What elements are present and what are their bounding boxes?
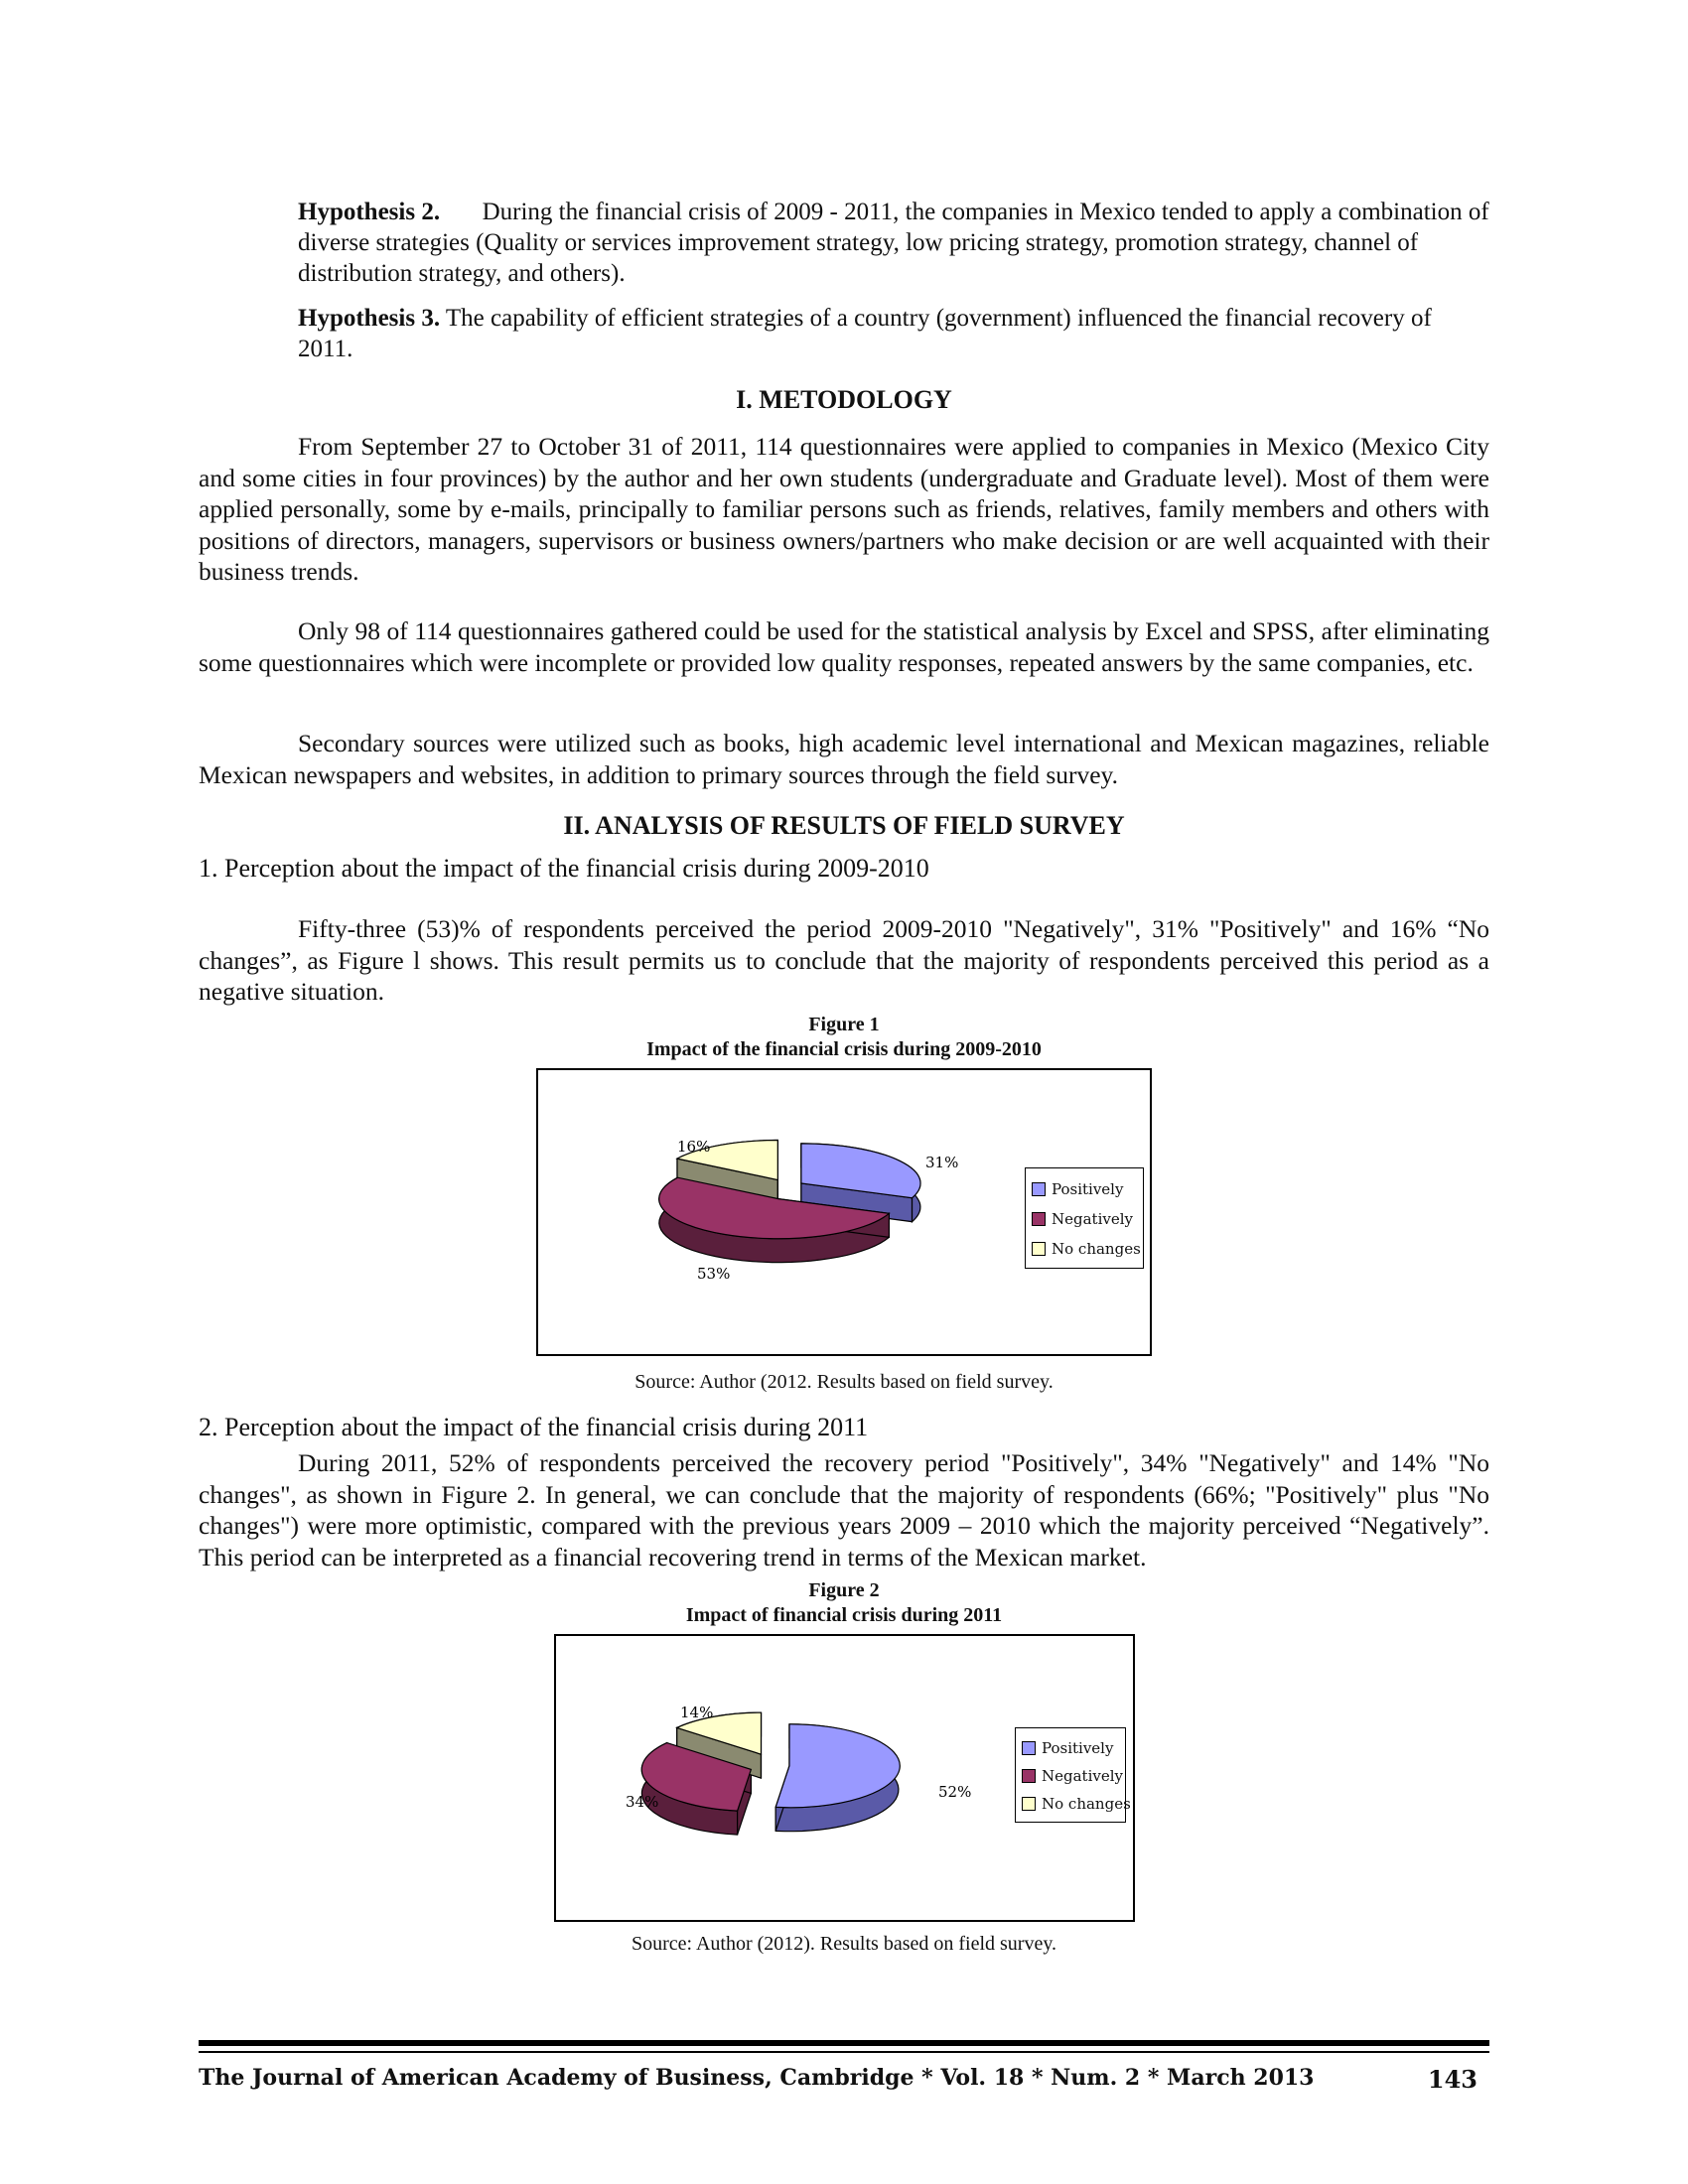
subsection-title: 2. Perception about the impact of the financial crisis during 2011 [199,1413,869,1441]
legend-item [1022,1762,1123,1790]
hypothesis-label: Hypothesis 3. [298,305,441,332]
hypothesis-3 [298,303,1489,364]
legend-item [1022,1790,1131,1818]
hypothesis-label: Hypothesis 2. [298,199,441,225]
chart-legend [1025,1167,1144,1269]
figure-2-source: Source: Author (2012). Results based on field survey. [631,1933,1057,1955]
figure-2-caption [199,1578,1489,1628]
legend-label: No changes [1042,1795,1131,1813]
figure-1-source: Source: Author (2012. Results based on field survey. [634,1371,1054,1393]
hypothesis-2 [298,197,1489,289]
legend-item [1032,1204,1137,1234]
legend-label: Negatively [1052,1210,1133,1228]
footer-rule [199,2040,1489,2046]
hypothesis-text: The capability of efficient strategies of a country (government) influenced the financial recovery of 2011. [298,305,1432,362]
legend-swatch [1022,1769,1036,1783]
section-heading-methodology: I. METODOLOGY [736,385,952,414]
data-label: 16% [677,1138,711,1156]
legend-label: No changes [1052,1240,1141,1258]
data-label: 53% [697,1265,731,1283]
footer-rule [199,2051,1489,2053]
paragraph: Fifty-three (53)% of respondents perceived the period 2009-2010 "Negatively", 31% "Positively" and 16% “No changes”, as Figure l shows. This result permits us to conclude that the majority of respondents perceived this period as a negative situation. [199,914,1489,1006]
figure-label: Figure 2 [808,1579,880,1601]
paragraph: Only 98 of 114 questionnaires gathered could be used for the statistical analysis by Excel and SPSS, after eliminating some questionnaires which were incomplete or provided low quality responses, repeated answers by the same companies, etc. [199,616,1489,677]
legend-label: Positively [1042,1739,1114,1757]
data-label: 31% [925,1154,959,1171]
legend-item [1032,1234,1141,1264]
legend-label: Positively [1052,1180,1124,1198]
legend-swatch [1032,1212,1046,1226]
legend-item [1032,1174,1137,1204]
page-number: 143 [1427,2065,1477,2094]
figure-title: Impact of financial crisis during 2011 [685,1604,1003,1626]
subsection-title: 1. Perception about the impact of the financial crisis during 2009-2010 [199,854,929,883]
legend-swatch [1032,1182,1046,1196]
legend-label: Negatively [1042,1767,1123,1785]
figure-1-caption [199,1013,1489,1062]
chart-legend [1015,1727,1131,1823]
legend-swatch [1032,1242,1046,1256]
paragraph: From September 27 to October 31 of 2011, 114 questionnaires were applied to companies in Mexico (Mexico City and some cities in four provinces) by the author and her own students (undergraduate and Graduate level). Most of them were applied personally, some by e-mails, principally to familiar persons such as friends, relatives, family members and others with positions of directors, managers, supervisors or business owners/partners who make decision or are well acquainted with their business trends. [199,432,1489,586]
legend-swatch [1022,1797,1036,1811]
paragraph: Secondary sources were utilized such as books, high academic level international and Mexican magazines, reliable Mexican newspapers and websites, in addition to primary sources through the field survey. [199,729,1489,789]
figure-title: Impact of the financial crisis during 2009-2010 [646,1038,1042,1060]
section-heading-analysis: II. ANALYSIS OF RESULTS OF FIELD SURVEY [563,811,1125,840]
journal-footer: The Journal of American Academy of Business, Cambridge * Vol. 18 * Num. 2 * March 2013 [199,2065,1315,2091]
figure-1-chart [536,1068,1152,1356]
legend-swatch [1022,1741,1036,1755]
legend-item [1022,1734,1119,1762]
data-label: 14% [680,1704,714,1721]
figure-2-chart [554,1634,1135,1922]
hypothesis-text: During the financial crisis of 2009 - 2011, the companies in Mexico tended to apply a combination of diverse strategies (Quality or services improvement strategy, low pricing strategy, promotion strategy, channel of distribution strategy, and others). [298,199,1489,287]
data-label: 34% [626,1793,659,1811]
data-label: 52% [938,1783,972,1801]
paragraph: During 2011, 52% of respondents perceived the recovery period "Positively", 34% "Negatively" and 14% "No changes", as shown in Figure 2. In general, we can conclude that the majority of respondents (66%; "Positively" plus "No changes") were more optimistic, compared with the previous years 2009 – 2010 which the majority perceived “Negatively”. This period can be interpreted as a financial recovering trend in terms of the Mexican market. [199,1448,1489,1571]
figure-label: Figure 1 [808,1014,880,1035]
